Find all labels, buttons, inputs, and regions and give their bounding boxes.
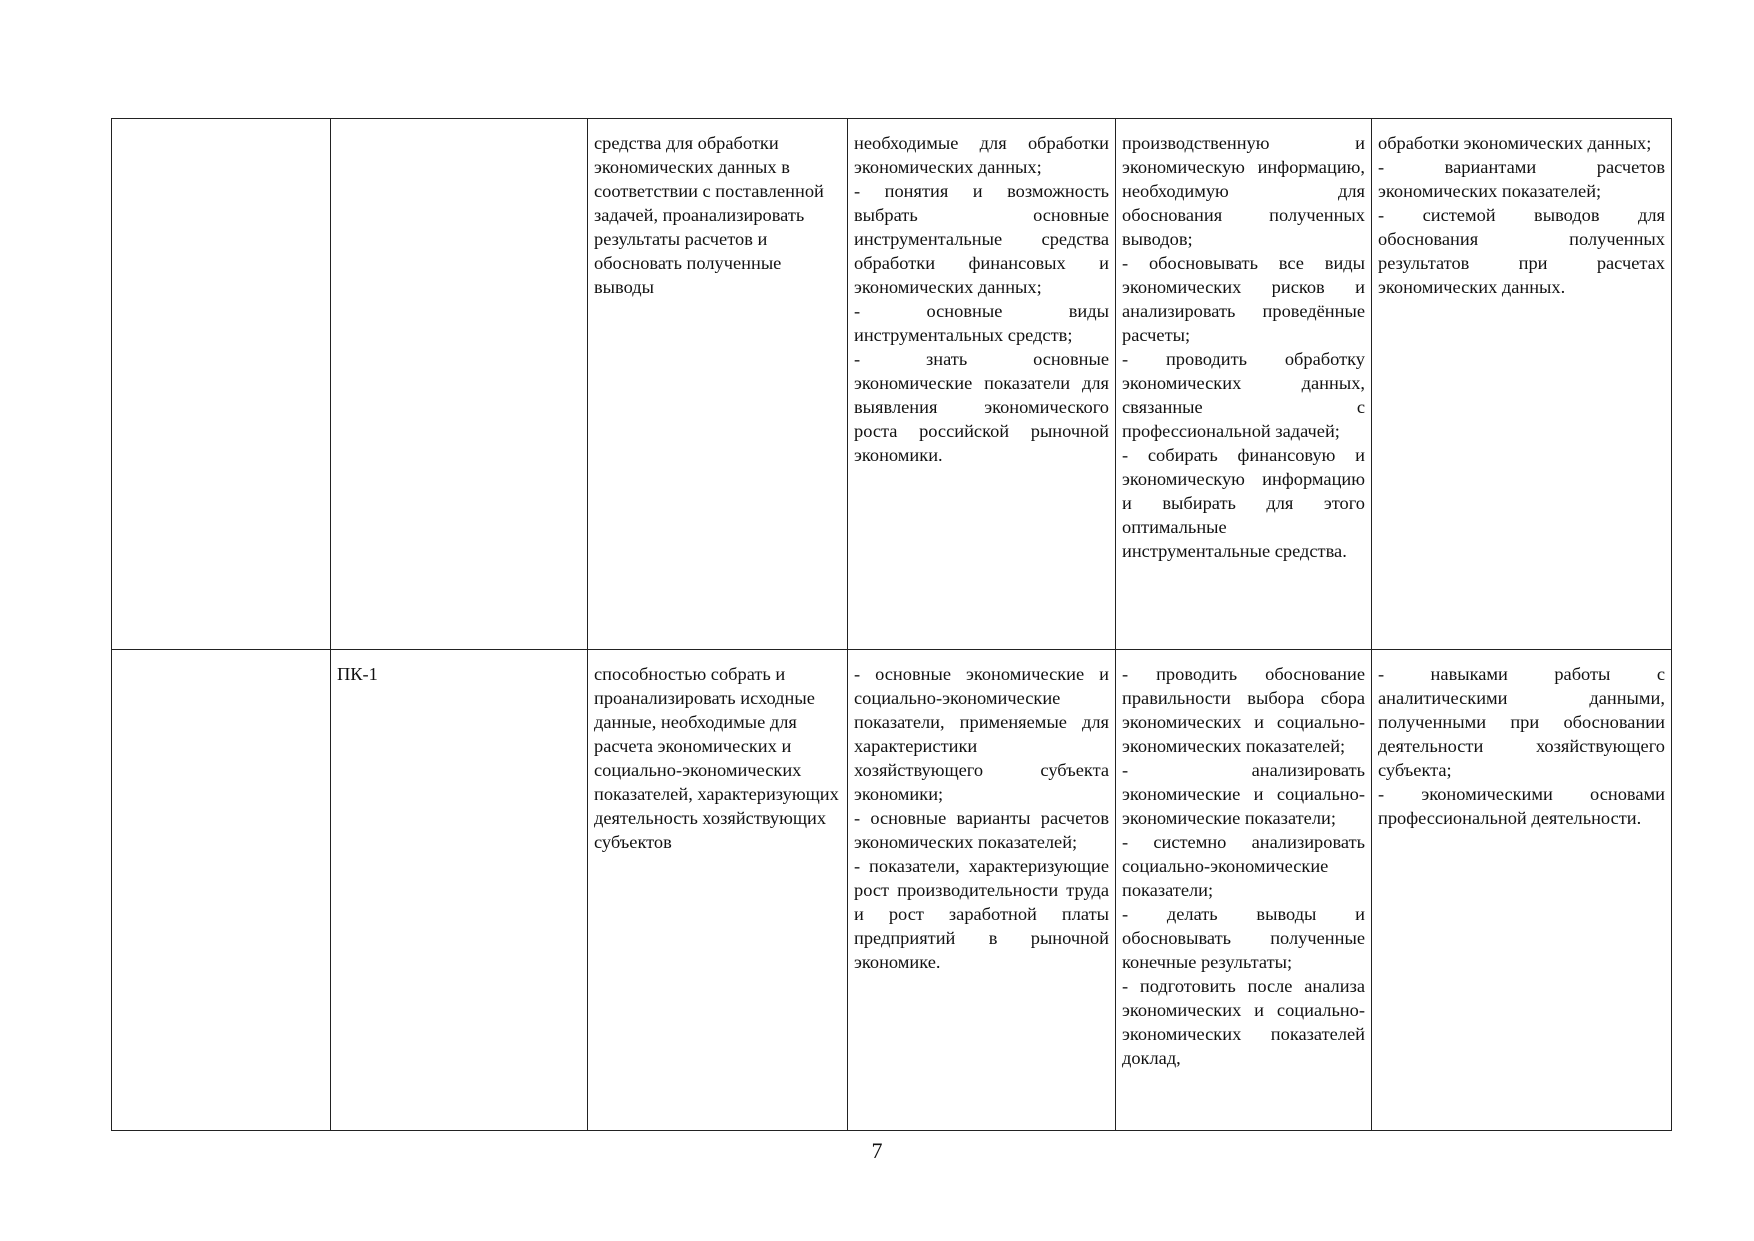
know-item: необходимые для обработки экономических данных; <box>854 133 1109 177</box>
table-row <box>112 650 1672 1131</box>
able-cell <box>1116 119 1372 650</box>
own-item: - системой выводов для обоснования полученных результатов при расчетах экономических данных. <box>1378 205 1665 297</box>
able-item: производственную и экономическую информацию, необходимую для обоснования полученных выводов; <box>1122 133 1365 249</box>
page-number: 7 <box>871 1138 883 1163</box>
competency-indicator-cell: способностью собрать и проанализировать исходные данные, необходимые для расчета экономических и социально-экономических показателей, характеризующих деятельность хозяйствующих субъектов <box>588 650 848 1131</box>
able-cell <box>1116 650 1372 1131</box>
own-item: обработки экономических данных; <box>1378 133 1652 153</box>
table-cell-empty <box>112 119 331 650</box>
able-item: - системно анализировать социально-экономические показатели; <box>1122 832 1365 900</box>
able-item: - делать выводы и обосновывать полученные конечные результаты; <box>1122 904 1365 972</box>
able-item: - проводить обоснование правильности выбора сбора экономических и социально-экономических показателей; <box>1122 664 1365 756</box>
know-cell <box>848 119 1116 650</box>
own-cell <box>1372 119 1672 650</box>
competency-table <box>111 118 1672 1131</box>
able-item: - собирать финансовую и экономическую информацию и выбирать для этого оптимальные инструментальные средства. <box>1122 445 1365 561</box>
own-item: - навыками работы с аналитическими данными, полученными при обосновании деятельности хозяйствующего субъекта; <box>1378 664 1665 780</box>
own-item: - экономическими основами профессиональной деятельности. <box>1378 784 1665 828</box>
know-cell <box>848 650 1116 1131</box>
able-item: - проводить обработку экономических данных, связанные с профессиональной задачей; <box>1122 349 1365 441</box>
table-row <box>112 119 1672 650</box>
able-item: - подготовить после анализа экономических и социально-экономических показателей доклад, <box>1122 976 1365 1068</box>
competency-code-cell: ПК-1 <box>331 650 588 1131</box>
know-item: - знать основные экономические показатели для выявления экономического роста российской рыночной экономики. <box>854 349 1109 465</box>
competency-code-cell <box>331 119 588 650</box>
table-cell-empty <box>112 650 331 1131</box>
own-item: - вариантами расчетов экономических показателей; <box>1378 157 1665 201</box>
own-cell <box>1372 650 1672 1131</box>
know-item: - основные варианты расчетов экономических показателей; <box>854 808 1109 852</box>
know-item: - основные виды инструментальных средств; <box>854 301 1109 345</box>
able-item: - обосновывать все виды экономических рисков и анализировать проведённые расчеты; <box>1122 253 1365 345</box>
able-item: - анализировать экономические и социально-экономические показатели; <box>1122 760 1365 828</box>
competency-indicator-cell: средства для обработки экономических данных в соответствии с поставленной задачей, проанализировать результаты расчетов и обосновать полученные выводы <box>588 119 848 650</box>
know-item: - понятия и возможность выбрать основные инструментальные средства обработки финансовых и экономических данных; <box>854 181 1109 297</box>
know-item: - показатели, характеризующие рост производительности труда и рост заработной платы предприятий в рыночной экономике. <box>854 856 1109 972</box>
know-item: - основные экономические и социально-экономические показатели, применяемые для характеристики хозяйствующего субъекта экономики; <box>854 664 1109 804</box>
